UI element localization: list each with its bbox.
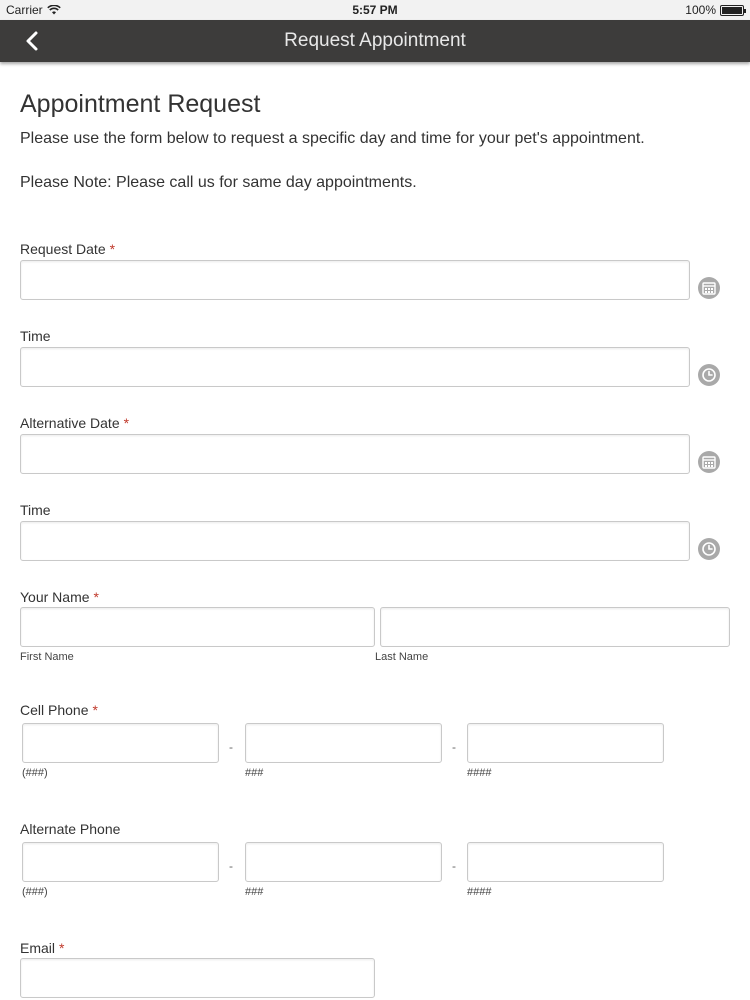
- calendar-icon[interactable]: [698, 451, 720, 473]
- request-date-label: Request Date *: [20, 241, 116, 257]
- phone-line-sublabel: ####: [467, 767, 492, 779]
- cell-phone-area-input[interactable]: [22, 723, 219, 763]
- last-name-input[interactable]: [380, 607, 730, 647]
- status-bar: [0, 0, 750, 20]
- alternative-date-input[interactable]: [20, 434, 690, 474]
- phone-separator: -: [452, 859, 456, 873]
- time-input[interactable]: [20, 347, 690, 387]
- alt-time-input[interactable]: [20, 521, 690, 561]
- intro-text: Please use the form below to request a specific day and time for your pet's appointment.: [20, 130, 645, 147]
- phone-separator: -: [229, 859, 233, 873]
- required-marker: *: [123, 415, 130, 431]
- phone-area-sublabel: (###): [22, 886, 48, 898]
- calendar-icon[interactable]: [698, 277, 720, 299]
- email-label: Email *: [20, 940, 65, 956]
- battery-percent: 100%: [685, 3, 716, 17]
- phone-separator: -: [452, 740, 456, 754]
- phone-line-sublabel: ####: [467, 886, 492, 898]
- phone-prefix-sublabel: ###: [245, 886, 264, 898]
- email-input[interactable]: [20, 958, 375, 998]
- phone-area-sublabel: (###): [22, 767, 48, 779]
- alt-time-label: Time: [20, 502, 51, 518]
- cell-phone-line-input[interactable]: [467, 723, 664, 763]
- request-date-input[interactable]: [20, 260, 690, 300]
- phone-separator: -: [229, 740, 233, 754]
- time-label: Time: [20, 328, 51, 344]
- clock-icon[interactable]: [698, 364, 720, 386]
- alt-phone-line-input[interactable]: [467, 842, 664, 882]
- required-marker: *: [109, 241, 116, 257]
- your-name-label: Your Name *: [20, 589, 99, 605]
- battery-info: [685, 3, 744, 17]
- page-title: Appointment Request: [20, 90, 261, 118]
- required-marker: *: [59, 940, 65, 956]
- alt-phone-prefix-input[interactable]: [245, 842, 442, 882]
- alternate-phone-label: Alternate Phone: [20, 821, 121, 837]
- alternative-date-label: Alternative Date *: [20, 415, 130, 431]
- cell-phone-label: Cell Phone *: [20, 702, 98, 718]
- status-time: 5:57 PM: [352, 3, 398, 17]
- required-marker: *: [93, 589, 99, 605]
- required-marker: *: [92, 702, 98, 718]
- phone-prefix-sublabel: ###: [245, 767, 264, 779]
- battery-icon: [720, 5, 744, 16]
- clock-icon[interactable]: [698, 538, 720, 560]
- nav-title: Request Appointment: [284, 30, 466, 51]
- cell-phone-prefix-input[interactable]: [245, 723, 442, 763]
- carrier-label: Carrier: [6, 3, 43, 17]
- first-name-sublabel: First Name: [20, 651, 74, 663]
- note-text: Please Note: Please call us for same day appointments.: [20, 174, 417, 191]
- alt-phone-area-input[interactable]: [22, 842, 219, 882]
- first-name-input[interactable]: [20, 607, 375, 647]
- last-name-sublabel: Last Name: [375, 651, 429, 663]
- nav-bar: [0, 20, 750, 62]
